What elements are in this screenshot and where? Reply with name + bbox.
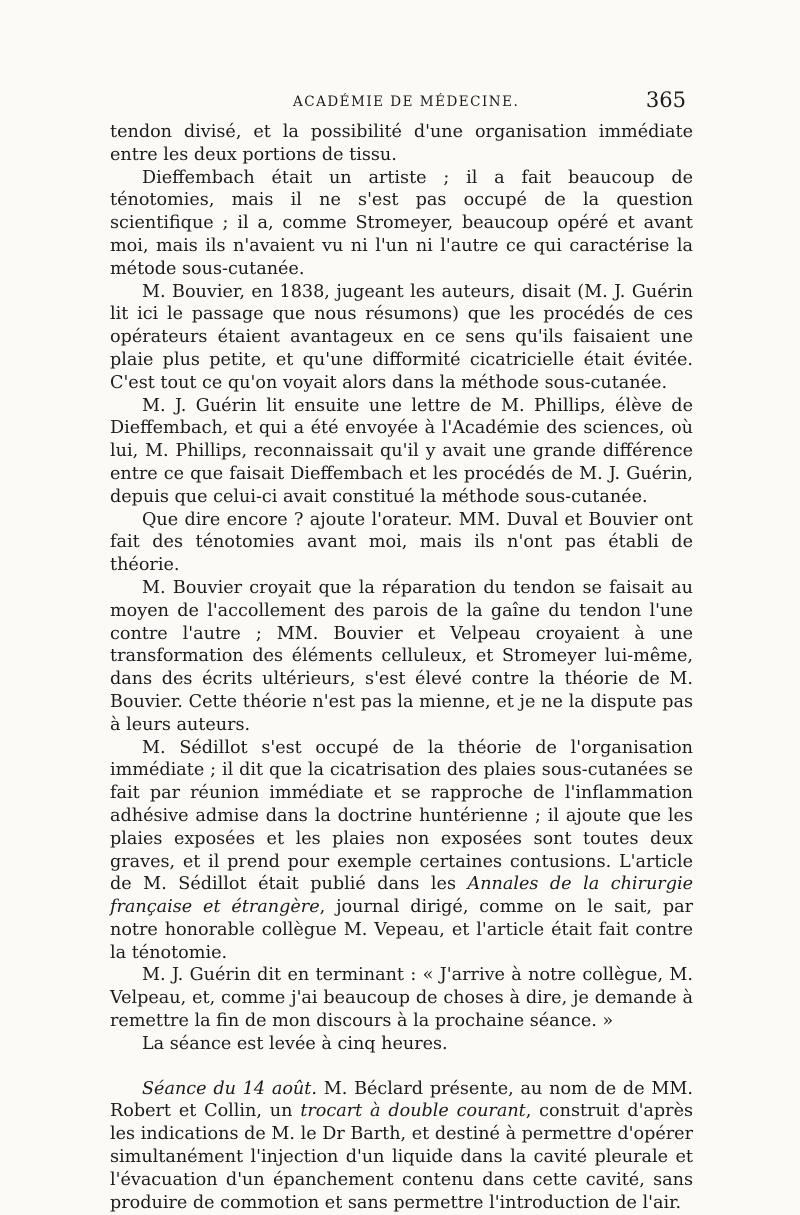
paragraph-bouvier-1838: M. Bouvier, en 1838, jugeant les auteurs, disait (M. J. Guérin lit ici le passage que nous résumons) que les procédés de ces opérateurs étaient avantageux en ce sens qu'ils faisaient une plaie plus petite, et qu'une difformité cicatricielle était évitée. C'est tout ce qu'on voyait alors dans la méthode sous-cutanée. [110,281,693,393]
beclard-text-after: , construit d'après les indications de M. le Dr Barth, et destiné à permettre d'opérer simultanément l'injection d'un liquide dans la cavité pleurale et l'évacuation d'un épanchement contenu dans cette cavité, sans produire de commotion et sans permettre l'introduction de l'air. [110,1101,694,1213]
page-number: 365 [645,88,686,112]
paragraph-continuation: tendon divisé, et la possibilité d'une organisation immédiate entre les deux portions de tissu. [110,122,693,165]
paragraph-guerin-closing: M. J. Guérin dit en terminant : « J'arrive à notre collègue, M. Velpeau, et, comme j'ai beaucoup de choses à dire, je demande à remettre la fin de mon discours à la prochaine séance. » [110,965,693,1032]
trocart-name: trocart à double courant [300,1101,526,1122]
paragraph-dieffembach: Dieffembach était un artiste ; il a fait beaucoup de ténotomies, mais il ne s'est pas occupé de la question scientifique ; il a, comme Stromeyer, beaucoup opéré et avant moi, mais ils n'avaient vu ni l'un ni l'autre ce qui caractérise la métode sous-cutanée. [110,167,693,279]
paragraph-seance-levee: La séance est levée à cinq heures. [142,1033,448,1054]
sedillot-text-after: , journal dirigé, comme on le sait, par notre honorable collègue M. Vepeau, et l'article était fait contre la ténotomie. [110,897,694,963]
paragraph-sedillot [110,737,693,965]
annales-title: Annales de la chirurgie française et étrangère [110,874,693,918]
body-text [110,121,693,1214]
paragraph-phillips-letter: M. J. Guérin lit ensuite une lettre de M. Phillips, élève de Dieffembach, et qui a été envoyée à l'Académie des sciences, où lui, M. Phillips, reconnaissait qu'il y avait une grande différence entre ce que faisait Dieffembach et les procédés de M. J. Guérin, depuis que celui-ci avait constitué la méthode sous-cutanée. [110,395,693,507]
paragraph-que-dire: Que dire encore ? ajoute l'orateur. MM. Duval et Bouvier ont fait des ténotomies avant moi, mais ils n'ont pas établi de théorie. [110,509,693,576]
section-gap [110,1056,693,1078]
running-head: ACADÉMIE DE MÉDECINE. [293,94,520,110]
beclard-text-before: M. Béclard présente, au nom de de MM. Robert et Collin, un [110,1078,693,1122]
sedillot-text-before: M. Sédillot s'est occupé de la théorie de l'organisation immédiate ; il dit que la cicatrisation des plaies sous-cutanées se fait par réunion immédiate et se rapproche de l'inflammation adhésive admise dans la doctrine huntérienne ; il ajoute que les plaies exposées et les plaies non exposées sont toutes deux graves, et il prend pour exemple certaines contusions. L'article de M. Sédillot était publié dans les [110,737,693,895]
paragraph-seance-14-aout [110,1078,693,1215]
session-label: Séance du 14 août. [142,1078,317,1099]
page-header [110,88,686,118]
paragraph-bouvier-theory: M. Bouvier croyait que la réparation du tendon se faisait au moyen de l'accollement des parois de la gaîne du tendon l'une contre l'autre ; MM. Bouvier et Velpeau croyaient à une transformation des éléments celluleux, et Stromeyer lui-même, dans des écrits ultérieurs, s'est élevé contre la théorie de M. Bouvier. Cette théorie n'est pas la mienne, et je ne la dispute pas à leurs auteurs. [110,577,693,735]
